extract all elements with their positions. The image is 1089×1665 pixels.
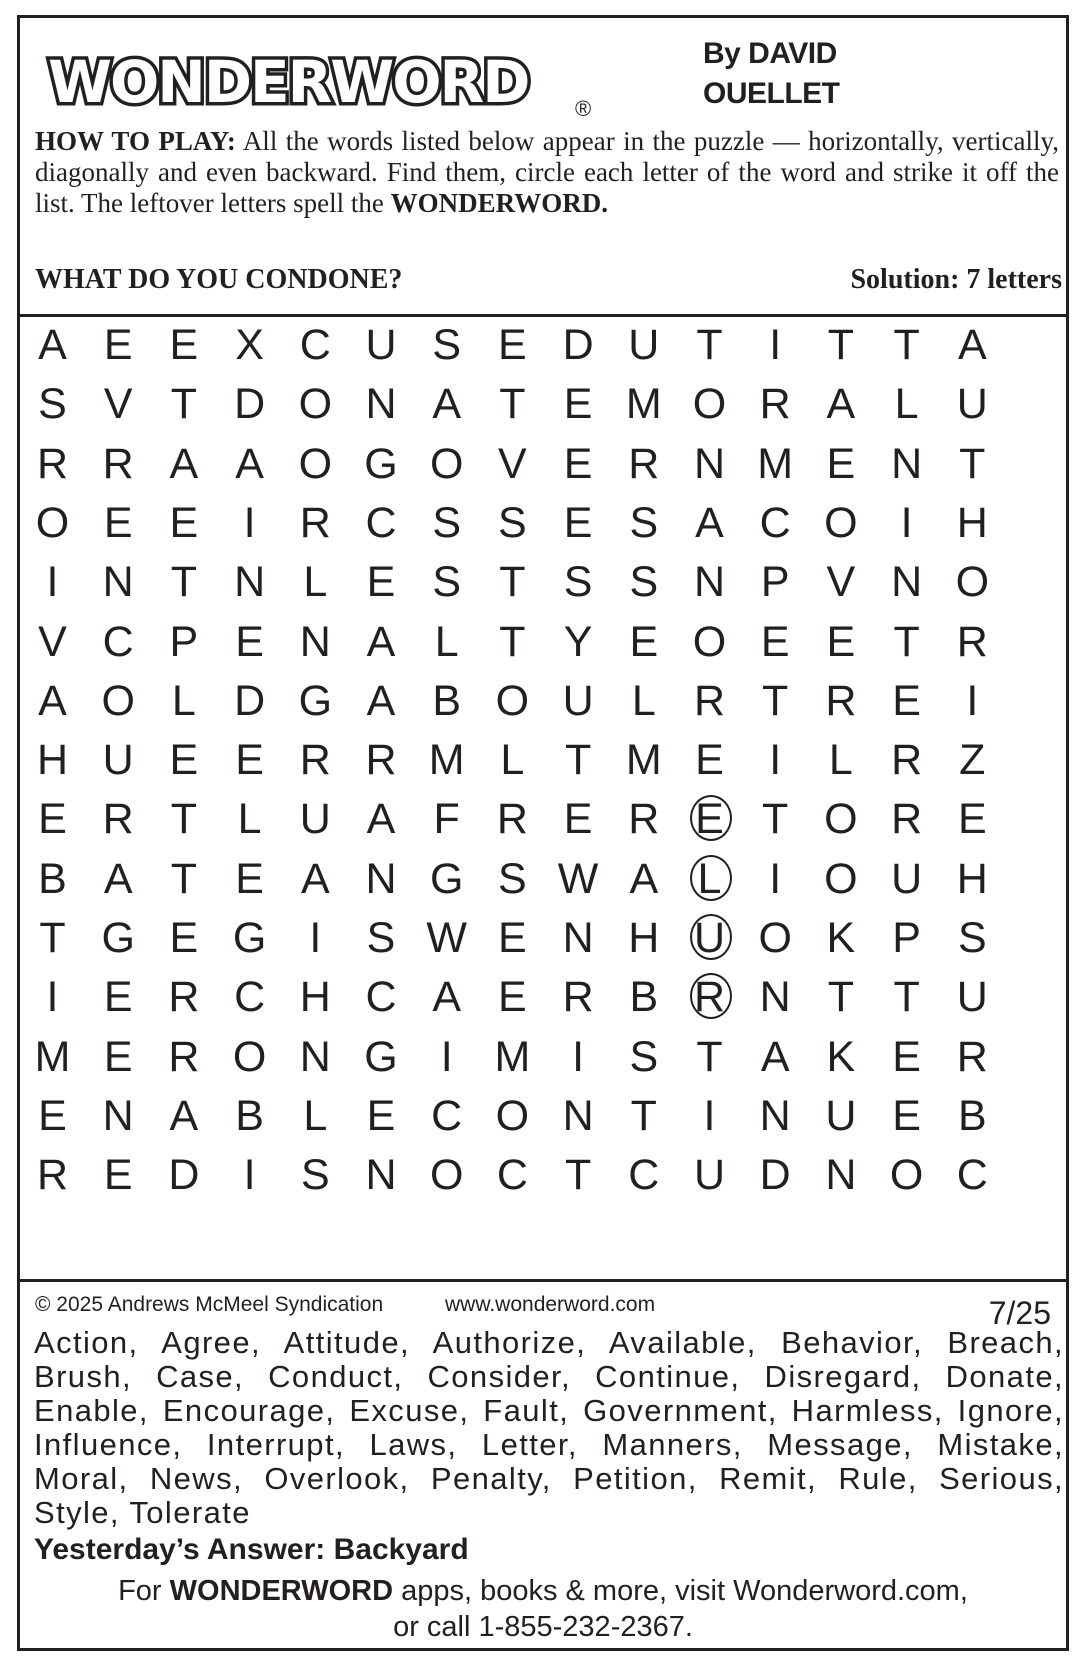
grid-letter[interactable]: N bbox=[365, 380, 397, 429]
grid-letter[interactable]: T bbox=[893, 973, 920, 1022]
grid-letter[interactable]: U bbox=[299, 795, 331, 844]
grid-letter[interactable]: D bbox=[168, 1151, 200, 1200]
grid-letter[interactable]: E bbox=[103, 1032, 133, 1081]
grid-letter[interactable]: N bbox=[693, 558, 726, 607]
grid-letter[interactable]: L bbox=[500, 736, 525, 785]
grid-letter[interactable]: U bbox=[891, 854, 923, 903]
grid-letter[interactable]: L bbox=[171, 676, 196, 725]
grid-letter[interactable]: T bbox=[893, 321, 920, 369]
grid-letter[interactable]: I bbox=[900, 498, 913, 547]
grid-letter[interactable]: M bbox=[34, 1032, 71, 1081]
how-to-play-text: All the words listed below appear in the puzzle — horizontally, vertically, diagonally and even backward. Find them, circle each letter of the word and strike it off the list. The leftover letters spell the bbox=[35, 126, 1059, 218]
grid-letter[interactable]: A bbox=[38, 321, 67, 369]
grid-letter[interactable]: U bbox=[825, 1091, 857, 1140]
grid-letter[interactable]: T bbox=[170, 854, 198, 903]
grid-letter[interactable]: O bbox=[692, 380, 727, 429]
grid-letter[interactable]: I bbox=[46, 558, 59, 607]
grid-letter[interactable]: R bbox=[36, 439, 69, 488]
grid-letter[interactable]: U bbox=[956, 973, 988, 1022]
grid-letter-circled[interactable]: E bbox=[678, 788, 742, 850]
grid-letter[interactable]: A bbox=[629, 854, 659, 903]
grid-letter[interactable]: I bbox=[46, 973, 59, 1022]
grid-letter[interactable]: T bbox=[893, 617, 920, 666]
grid-letter[interactable]: O bbox=[298, 439, 333, 488]
grid-letter[interactable]: T bbox=[499, 617, 526, 666]
grid-letter[interactable]: V bbox=[38, 617, 67, 666]
grid-letter[interactable]: B bbox=[235, 1091, 264, 1140]
grid-letter[interactable]: V bbox=[826, 558, 856, 607]
grid-letter[interactable]: R bbox=[562, 973, 594, 1022]
grid-letter[interactable]: E bbox=[498, 973, 527, 1022]
grid-letter[interactable]: A bbox=[760, 1032, 790, 1081]
grid-letter[interactable]: E bbox=[169, 914, 199, 962]
grid-letter[interactable]: O bbox=[758, 914, 792, 962]
grid-letter[interactable]: W bbox=[557, 854, 599, 903]
grid-letter[interactable]: A bbox=[826, 380, 856, 429]
grid-letter[interactable]: N bbox=[299, 617, 331, 666]
how-to-play-term: WONDERWORD. bbox=[390, 188, 608, 218]
grid-letter[interactable]: E bbox=[563, 380, 593, 429]
grid-letter[interactable]: E bbox=[760, 617, 790, 666]
grid-letter[interactable]: R bbox=[299, 736, 331, 785]
grid-row bbox=[20, 788, 1066, 850]
grid-letter[interactable]: S bbox=[957, 914, 987, 962]
grid-letter[interactable]: B bbox=[629, 973, 659, 1022]
grid-letter[interactable]: G bbox=[429, 854, 464, 903]
grid-letter[interactable]: E bbox=[826, 439, 856, 488]
grid-letter[interactable]: S bbox=[498, 854, 527, 903]
grid-letter[interactable]: N bbox=[759, 1091, 791, 1140]
grid-letter[interactable]: E bbox=[498, 914, 527, 962]
grid-letter[interactable]: A bbox=[169, 1091, 199, 1140]
grid-letter[interactable]: S bbox=[300, 1151, 330, 1200]
grid-letter[interactable]: R bbox=[891, 795, 923, 844]
grid-letter[interactable]: I bbox=[769, 321, 782, 369]
grid-letter[interactable]: E bbox=[826, 617, 856, 666]
grid-letter[interactable]: M bbox=[757, 439, 794, 488]
grid-letter[interactable]: D bbox=[234, 676, 266, 725]
grid-letter[interactable]: E bbox=[957, 795, 987, 844]
grid-letter[interactable]: N bbox=[825, 1151, 857, 1200]
grid-letter[interactable]: E bbox=[695, 736, 724, 785]
grid-letter[interactable]: I bbox=[309, 914, 322, 962]
promo-line-2: or call 1-855-232-2367. bbox=[393, 1611, 693, 1643]
grid-letter[interactable]: D bbox=[759, 1151, 791, 1200]
grid-letter[interactable]: A bbox=[103, 854, 133, 903]
grid-letter[interactable]: T bbox=[39, 914, 66, 962]
grid-letter[interactable]: T bbox=[170, 558, 198, 607]
grid-letter[interactable]: I bbox=[769, 854, 782, 903]
puzzle-frame bbox=[17, 15, 1069, 1651]
website-link[interactable]: www.wonderword.com bbox=[445, 1293, 656, 1316]
grid-letter[interactable]: O bbox=[232, 1032, 267, 1081]
grid-letter[interactable]: S bbox=[432, 558, 462, 607]
grid-row bbox=[20, 551, 1066, 613]
grid-letter[interactable]: U bbox=[562, 676, 594, 725]
grid-letter[interactable]: E bbox=[563, 498, 593, 547]
grid-row bbox=[20, 611, 1066, 673]
grid-letter[interactable]: L bbox=[237, 795, 262, 844]
grid-letter[interactable]: A bbox=[300, 854, 330, 903]
promo-brand: WONDERWORD bbox=[169, 1575, 394, 1607]
grid-letter[interactable]: E bbox=[103, 321, 133, 369]
svg-text:WONDERWORD: WONDERWORD bbox=[48, 48, 529, 116]
grid-letter[interactable]: N bbox=[299, 1032, 331, 1081]
grid-letter[interactable]: O bbox=[955, 558, 990, 607]
grid-letter[interactable]: N bbox=[759, 973, 791, 1022]
puzzle-footer bbox=[20, 1283, 1066, 1648]
grid-letter[interactable]: I bbox=[966, 676, 979, 725]
grid-letter[interactable]: G bbox=[232, 914, 267, 962]
grid-letter[interactable]: L bbox=[434, 617, 459, 666]
grid-row bbox=[20, 492, 1066, 554]
grid-letter[interactable]: N bbox=[102, 558, 134, 607]
grid-letter[interactable]: T bbox=[630, 1091, 657, 1140]
grid-letter[interactable]: C bbox=[759, 498, 791, 547]
grid-letter[interactable]: E bbox=[235, 736, 264, 785]
grid-letter[interactable]: C bbox=[365, 973, 397, 1022]
grid-letter[interactable]: N bbox=[102, 1091, 134, 1140]
grid-letter[interactable]: L bbox=[303, 558, 328, 607]
grid-letter[interactable]: R bbox=[365, 736, 397, 785]
grid-letter[interactable]: F bbox=[433, 795, 460, 844]
grid-letter[interactable]: T bbox=[762, 795, 789, 844]
wonderword-logo bbox=[40, 28, 600, 124]
grid-letter[interactable]: E bbox=[38, 795, 67, 844]
grid-letter[interactable]: D bbox=[562, 321, 594, 369]
grid-letter[interactable]: O bbox=[298, 380, 333, 429]
grid-letter[interactable]: T bbox=[696, 1032, 723, 1081]
grid-letter[interactable]: O bbox=[35, 498, 70, 547]
grid-letter[interactable]: V bbox=[103, 380, 133, 429]
grid-letter[interactable]: G bbox=[364, 1032, 398, 1081]
grid-letter[interactable]: O bbox=[495, 676, 530, 725]
grid-letter[interactable]: H bbox=[299, 973, 331, 1022]
grid-letter[interactable]: E bbox=[103, 973, 133, 1022]
promo-text bbox=[20, 1573, 1066, 1645]
grid-letter[interactable]: T bbox=[696, 321, 723, 369]
grid-letter[interactable]: U bbox=[628, 321, 660, 369]
grid-letter[interactable]: S bbox=[498, 498, 527, 547]
grid-letter[interactable]: E bbox=[498, 321, 527, 369]
grid-letter[interactable]: C bbox=[234, 973, 266, 1022]
grid-letter[interactable]: B bbox=[38, 854, 67, 903]
grid-letter[interactable]: T bbox=[499, 380, 526, 429]
grid-letter[interactable]: C bbox=[431, 1091, 463, 1140]
grid-letter[interactable]: L bbox=[828, 736, 853, 785]
grid-letter[interactable]: C bbox=[365, 498, 397, 547]
byline-line-1: By DAVID bbox=[703, 37, 837, 70]
letter-grid[interactable] bbox=[20, 314, 1066, 1282]
grid-letter[interactable]: R bbox=[102, 795, 134, 844]
grid-letter[interactable]: L bbox=[303, 1091, 328, 1140]
grid-letter[interactable]: U bbox=[693, 1151, 726, 1200]
grid-letter[interactable]: A bbox=[366, 676, 396, 725]
solution-length: Solution: 7 letters bbox=[850, 264, 1062, 295]
copyright: © 2025 Andrews McMeel Syndication bbox=[35, 1293, 384, 1316]
grid-letter[interactable]: O bbox=[495, 1091, 530, 1140]
grid-letter[interactable]: S bbox=[629, 558, 659, 607]
grid-letter[interactable]: E bbox=[169, 321, 199, 369]
grid-letter[interactable]: U bbox=[365, 321, 397, 369]
grid-letter[interactable]: M bbox=[494, 1032, 531, 1081]
grid-letter[interactable]: X bbox=[235, 321, 264, 369]
grid-letter[interactable]: N bbox=[562, 914, 594, 962]
grid-letter[interactable]: E bbox=[366, 558, 396, 607]
grid-letter[interactable]: I bbox=[572, 1032, 585, 1081]
grid-letter[interactable]: Z bbox=[959, 736, 986, 785]
grid-row bbox=[20, 670, 1066, 732]
grid-letter[interactable]: E bbox=[169, 498, 199, 547]
grid-letter[interactable]: E bbox=[169, 736, 199, 785]
grid-letter[interactable]: E bbox=[235, 854, 264, 903]
grid-letter[interactable]: T bbox=[827, 973, 855, 1022]
grid-row bbox=[20, 848, 1066, 910]
grid-letter[interactable]: H bbox=[36, 736, 69, 785]
grid-letter[interactable]: A bbox=[432, 973, 462, 1022]
grid-letter[interactable]: B bbox=[957, 1091, 987, 1140]
grid-letter[interactable]: E bbox=[892, 1032, 921, 1081]
grid-letter[interactable]: S bbox=[629, 498, 659, 547]
how-to-play bbox=[35, 126, 1059, 219]
promo-rest: apps, books & more, visit Wonderword.com, bbox=[393, 1575, 968, 1607]
grid-letter[interactable]: E bbox=[892, 676, 921, 725]
puzzle-header bbox=[20, 18, 1066, 317]
grid-letter[interactable]: N bbox=[891, 439, 923, 488]
grid-letter-circled[interactable]: R bbox=[678, 966, 742, 1028]
grid-letter[interactable]: N bbox=[562, 1091, 594, 1140]
grid-letter[interactable]: D bbox=[234, 380, 266, 429]
grid-letter[interactable]: P bbox=[169, 617, 199, 666]
grid-row bbox=[20, 966, 1066, 1028]
grid-letter[interactable]: K bbox=[826, 914, 856, 962]
grid-letter[interactable]: E bbox=[366, 1091, 396, 1140]
grid-letter[interactable]: K bbox=[826, 1032, 856, 1081]
grid-letter[interactable]: O bbox=[429, 439, 464, 488]
grid-letter[interactable]: L bbox=[631, 676, 656, 725]
grid-letter-circled[interactable]: L bbox=[678, 848, 742, 910]
grid-letter[interactable]: O bbox=[824, 854, 858, 903]
grid-row bbox=[20, 907, 1066, 969]
grid-letter[interactable]: H bbox=[956, 498, 988, 547]
grid-letter[interactable]: T bbox=[564, 1151, 592, 1200]
grid-letter[interactable]: I bbox=[769, 736, 782, 785]
grid-letter[interactable]: R bbox=[168, 1032, 200, 1081]
grid-letter[interactable]: O bbox=[889, 1151, 924, 1200]
grid-letter[interactable]: O bbox=[824, 795, 858, 844]
grid-letter[interactable]: N bbox=[365, 854, 397, 903]
grid-letter[interactable]: O bbox=[692, 617, 727, 666]
grid-letter[interactable]: N bbox=[693, 439, 726, 488]
grid-letter[interactable]: S bbox=[563, 558, 593, 607]
registered-mark: ® bbox=[575, 96, 592, 121]
grid-letter[interactable]: L bbox=[894, 380, 919, 429]
how-to-play-label: HOW TO PLAY: bbox=[35, 126, 236, 156]
grid-letter[interactable]: A bbox=[366, 795, 396, 844]
grid-letter[interactable]: A bbox=[38, 676, 67, 725]
grid-letter[interactable]: T bbox=[827, 321, 855, 369]
grid-row bbox=[20, 373, 1066, 435]
grid-letter[interactable]: O bbox=[824, 498, 858, 547]
grid-row bbox=[20, 1144, 1066, 1206]
promo-prefix: For bbox=[118, 1575, 170, 1607]
grid-letter[interactable]: R bbox=[628, 795, 660, 844]
grid-row bbox=[20, 314, 1066, 376]
grid-letter[interactable]: E bbox=[235, 617, 264, 666]
grid-letter[interactable]: C bbox=[496, 1151, 528, 1200]
grid-letter[interactable]: T bbox=[564, 736, 592, 785]
grid-letter[interactable]: V bbox=[498, 439, 527, 488]
grid-letter[interactable]: A bbox=[695, 498, 724, 547]
byline bbox=[703, 34, 903, 114]
grid-letter[interactable]: C bbox=[102, 617, 134, 666]
grid-letter[interactable]: R bbox=[299, 498, 331, 547]
grid-letter[interactable]: T bbox=[170, 795, 198, 844]
grid-letter[interactable]: O bbox=[429, 1151, 464, 1200]
grid-letter[interactable]: U bbox=[956, 380, 988, 429]
grid-letter[interactable]: Y bbox=[563, 617, 593, 666]
grid-letter[interactable]: I bbox=[440, 1032, 453, 1081]
grid-letter-circled[interactable]: U bbox=[678, 907, 742, 969]
grid-letter[interactable]: R bbox=[628, 439, 660, 488]
grid-letter[interactable]: C bbox=[299, 321, 331, 369]
grid-letter[interactable]: R bbox=[496, 795, 528, 844]
yesterdays-answer: Yesterday’s Answer: Backyard bbox=[34, 1533, 469, 1566]
grid-letter[interactable]: P bbox=[760, 558, 790, 607]
grid-letter[interactable]: S bbox=[629, 1032, 659, 1081]
grid-row bbox=[20, 1026, 1066, 1088]
grid-row bbox=[20, 1085, 1066, 1147]
grid-letter[interactable]: E bbox=[629, 617, 659, 666]
grid-letter[interactable]: I bbox=[243, 498, 256, 547]
word-list: Action, Agree, Attitude, Authorize, Available, Behavior, Breach, Brush, Case, Conduct, Consider, Continue, Disregard, Donate, Enable, Encourage, Excuse, Fault, Government, Harmless, Ignore, Influence, Interrupt, Laws, Letter, Manners, Message, Mistake, Moral, News, Overlook, Penalty, Petition, Remit, Rule, Serious, Style, Tolerate bbox=[34, 1325, 1064, 1530]
grid-letter[interactable]: R bbox=[825, 676, 857, 725]
grid-letter[interactable]: U bbox=[102, 736, 134, 785]
grid-letter[interactable]: E bbox=[103, 1151, 133, 1200]
grid-letter[interactable]: R bbox=[891, 736, 923, 785]
grid-letter[interactable]: R bbox=[36, 1151, 69, 1200]
grid-letter[interactable]: P bbox=[892, 914, 921, 962]
grid-letter[interactable]: M bbox=[625, 736, 662, 785]
grid-letter[interactable]: N bbox=[891, 558, 923, 607]
grid-letter[interactable]: T bbox=[959, 439, 986, 488]
grid-letter[interactable]: M bbox=[625, 380, 662, 429]
grid-letter[interactable]: S bbox=[366, 914, 396, 962]
grid-letter[interactable]: N bbox=[365, 1151, 397, 1200]
grid-letter[interactable]: A bbox=[957, 321, 987, 369]
grid-letter[interactable]: A bbox=[235, 439, 264, 488]
grid-letter[interactable]: G bbox=[298, 676, 333, 725]
grid-letter[interactable]: R bbox=[693, 676, 726, 725]
grid-letter[interactable]: B bbox=[432, 676, 462, 725]
grid-letter[interactable]: C bbox=[956, 1151, 988, 1200]
grid-letter[interactable]: N bbox=[234, 558, 266, 607]
grid-letter[interactable]: E bbox=[563, 795, 593, 844]
grid-letter[interactable]: H bbox=[956, 854, 988, 903]
promo-line-1 bbox=[20, 1573, 1066, 1609]
grid-letter[interactable]: A bbox=[366, 617, 396, 666]
grid-letter[interactable]: O bbox=[101, 676, 135, 725]
grid-letter[interactable]: G bbox=[101, 914, 135, 962]
grid-letter[interactable]: W bbox=[426, 914, 467, 962]
grid-letter[interactable]: R bbox=[759, 380, 791, 429]
grid-letter[interactable]: R bbox=[956, 1032, 988, 1081]
grid-letter[interactable]: C bbox=[628, 1151, 660, 1200]
grid-letter[interactable]: I bbox=[703, 1091, 716, 1140]
grid-row bbox=[20, 433, 1066, 495]
grid-letter[interactable]: G bbox=[364, 439, 398, 488]
grid-letter[interactable]: R bbox=[168, 973, 200, 1022]
grid-letter[interactable]: T bbox=[499, 558, 526, 607]
byline-line-2: OUELLET bbox=[703, 77, 840, 110]
grid-letter[interactable]: S bbox=[432, 498, 462, 547]
grid-row bbox=[20, 729, 1066, 791]
grid-letter[interactable]: S bbox=[38, 380, 67, 429]
puzzle-question: WHAT DO YOU CONDONE? bbox=[35, 264, 403, 295]
grid-letter[interactable]: T bbox=[762, 676, 789, 725]
grid-letter[interactable]: H bbox=[628, 914, 660, 962]
grid-letter[interactable]: R bbox=[956, 617, 988, 666]
grid-letter[interactable]: E bbox=[563, 439, 593, 488]
grid-letter[interactable]: I bbox=[243, 1151, 256, 1200]
puzzle-date: 7/25 bbox=[988, 1295, 1051, 1331]
grid-letter[interactable]: A bbox=[169, 439, 199, 488]
grid-letter[interactable]: R bbox=[102, 439, 134, 488]
grid-letter[interactable]: E bbox=[103, 498, 133, 547]
grid-letter[interactable]: A bbox=[432, 380, 462, 429]
grid-letter[interactable]: E bbox=[892, 1091, 921, 1140]
grid-letter[interactable]: E bbox=[38, 1091, 67, 1140]
grid-letter[interactable]: T bbox=[170, 380, 198, 429]
grid-letter[interactable]: S bbox=[432, 321, 462, 369]
grid-letter[interactable]: M bbox=[428, 736, 465, 785]
